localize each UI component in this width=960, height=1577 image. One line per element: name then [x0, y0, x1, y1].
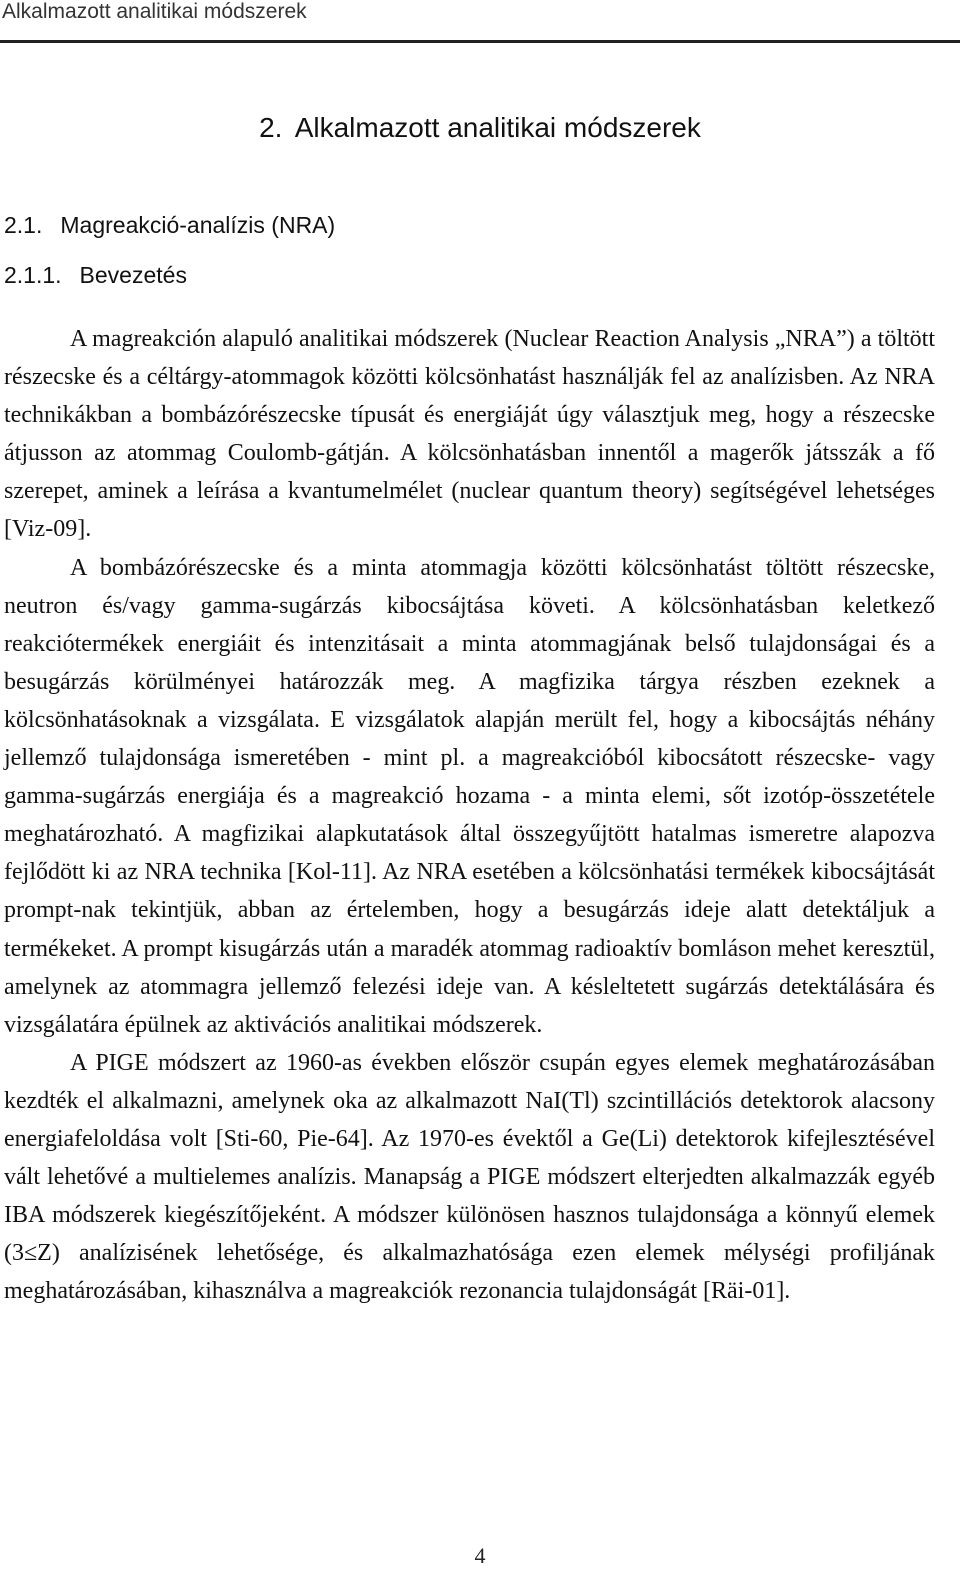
section-heading	[4, 212, 335, 239]
running-header: Alkalmazott analitikai módszerek	[2, 0, 307, 23]
paragraph-3: A PIGE módszert az 1960-as években először csupán egyes elemek meghatározásában kezdték el alkalmazni, amelynek oka az alkalmazott NaI(Tl) szcintillációs detektorok alacsony energiafeloldása volt [Sti-60, Pie-64]. Az 1970-es évektől a Ge(Li) detektorok kifejlesztésével vált lehetővé a multielemes analízis. Manapság a PIGE módszert elterjedten alkalmazzák egyéb IBA módszerek kiegészítőjeként. A módszer különösen hasznos tulajdonsága a könnyű elemek (3≤Z) analízisének lehetősége, és alkalmazhatósága ezen elemek mélységi profiljának meghatározásában, kihasználva a magreakciók rezonancia tulajdonságát [Räi-01].	[4, 1049, 935, 1305]
body-text	[4, 320, 935, 1310]
page-number: 4	[474, 1543, 486, 1568]
paragraph-1: A magreakción alapuló analitikai módszerek (Nuclear Reaction Analysis „NRA”) a töltött részecske és a céltárgy-atommagok közötti kölcsönhatást használják fel az analízisben. Az NRA technikákban a bombázórészecske típusát és energiáját úgy választjuk meg, hogy a részecske átjusson az atommag Coulomb-gátján. A kölcsönhatásban innentől a magerők játsszák a fő szerepet, aminek a leírása a kvantumelmélet (nuclear quantum theory) segítségével lehetséges [Viz-09].	[4, 326, 935, 543]
subsection-title: Bevezetés	[79, 262, 187, 288]
chapter-heading	[0, 112, 960, 144]
paragraph-2: A bombázórészecske és a minta atommagja közötti kölcsönhatást töltött részecske, neutron és/vagy gamma-sugárzás kibocsájtása követi. A kölcsönhatásban keletkező reakciótermékek energiáit és intenzitásait a minta atommagjának belső tulajdonságai és a besugárzás körülményei határozzák meg. A magfizika tárgya részben ezeknek a kölcsönhatásoknak a vizsgálata. E vizsgálatok alapján merült fel, hogy a kibocsájtás néhány jellemző tulajdonsága ismeretében - mint pl. a magreakcióból kibocsátott részecske- vagy gamma-sugárzás energiája és a magreakció hozama - a minta elemi, sőt izotóp-összetétele meghatározható. A magfizikai alapkutatások által összegyűjtött hatalmas ismeretre alapozva fejlődött ki az NRA technika [Kol-11]. Az NRA esetében a kölcsönhatási termékek kibocsájtását prompt-nak tekintjük, abban az értelemben, hogy a besugárzás ideje alatt detektáljuk a termékeket. A prompt kisugárzás után a maradék atommag radioaktív bomláson mehet keresztül, amelynek az atommagra jellemző felezési ideje van. A késleltetett sugárzás detektálására és vizsgálatára épülnek az aktivációs analitikai módszerek.	[4, 554, 935, 1038]
section-title: Magreakció-analízis (NRA)	[60, 212, 336, 238]
chapter-number: 2.	[259, 112, 283, 143]
header-rule	[0, 40, 960, 43]
subsection-heading	[4, 262, 187, 289]
subsection-number: 2.1.1.	[4, 262, 62, 288]
chapter-title: Alkalmazott analitikai módszerek	[294, 112, 701, 143]
section-number: 2.1.	[4, 212, 43, 238]
